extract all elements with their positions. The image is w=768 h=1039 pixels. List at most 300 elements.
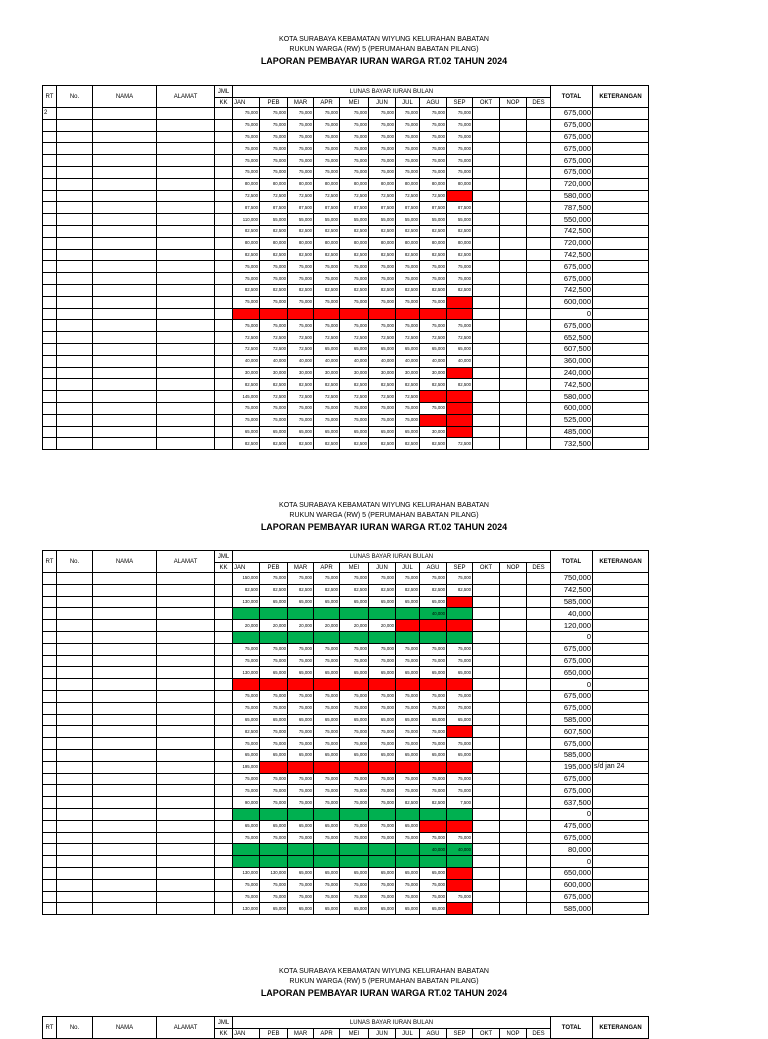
cell-month: 75,000: [314, 119, 340, 131]
cell-month: 65,000: [314, 867, 340, 879]
table-row: [43, 108, 649, 120]
cell-nama: [93, 714, 157, 726]
table-body: [43, 573, 649, 915]
cell-nama: [93, 225, 157, 237]
cell-jml-kk: [215, 761, 233, 773]
cell-total: 652,500: [551, 332, 593, 344]
cell-month: 75,000: [447, 773, 473, 785]
cell-no: [57, 667, 93, 679]
cell-month: 75,000: [260, 573, 288, 585]
cell-month: 82,500: [447, 379, 473, 391]
cell-nama: [93, 702, 157, 714]
cell-month: 65,000: [340, 343, 369, 355]
cell-month: [473, 108, 500, 120]
cell-month: [473, 261, 500, 273]
cell-rt: [43, 726, 57, 738]
table-row: [43, 643, 649, 655]
cell-month: 75,000: [260, 797, 288, 809]
cell-nama: [93, 273, 157, 285]
cell-month: [527, 379, 551, 391]
cell-month: [500, 867, 527, 879]
cell-month: 75,000: [396, 891, 420, 903]
cell-no: [57, 631, 93, 643]
cell-month: 75,000: [340, 108, 369, 120]
cell-month: [288, 761, 314, 773]
cell-keterangan: [593, 131, 649, 143]
cell-month: 65,000: [288, 426, 314, 438]
cell-month: 72,500: [314, 391, 340, 403]
cell-keterangan: [593, 190, 649, 202]
cell-month: 40,000: [340, 355, 369, 367]
cell-month: [527, 296, 551, 308]
cell-total: 0: [551, 631, 593, 643]
cell-month: 82,500: [369, 249, 396, 261]
cell-month: 75,000: [314, 155, 340, 167]
cell-no: [57, 284, 93, 296]
cell-keterangan: [593, 785, 649, 797]
cell-jml-kk: [215, 178, 233, 190]
cell-month: 82,500: [369, 379, 396, 391]
cell-month: 65,000: [314, 714, 340, 726]
cell-rt: [43, 820, 57, 832]
cell-month: [473, 655, 500, 667]
table-row: [43, 367, 649, 379]
cell-month: 75,000: [340, 261, 369, 273]
cell-month: 75,000: [340, 402, 369, 414]
col-month: MEI: [340, 563, 369, 573]
cell-month: [500, 273, 527, 285]
cell-month: [500, 808, 527, 820]
cell-no: [57, 643, 93, 655]
cell-month: 75,000: [314, 655, 340, 667]
cell-no: [57, 867, 93, 879]
cell-month: 75,000: [314, 643, 340, 655]
cell-month: 75,000: [369, 797, 396, 809]
cell-alamat: [157, 655, 215, 667]
cell-jml-kk: [215, 343, 233, 355]
cell-month: 75,000: [396, 879, 420, 891]
cell-month: 75,000: [260, 155, 288, 167]
cell-month: 82,500: [340, 284, 369, 296]
cell-month: [447, 903, 473, 915]
cell-keterangan: [593, 202, 649, 214]
cell-rt: [43, 749, 57, 761]
cell-month: 75,000: [340, 320, 369, 332]
cell-month: 72,500: [233, 190, 260, 202]
cell-rt: [43, 249, 57, 261]
cell-no: [57, 131, 93, 143]
cell-keterangan: [593, 343, 649, 355]
cell-total: 600,000: [551, 296, 593, 308]
cell-month: [527, 749, 551, 761]
cell-month: [500, 714, 527, 726]
col-month: AGU: [420, 1029, 447, 1039]
table-row: [43, 620, 649, 632]
cell-no: [57, 749, 93, 761]
cell-month: 40,000: [233, 355, 260, 367]
cell-month: 75,000: [369, 119, 396, 131]
cell-rt: [43, 367, 57, 379]
col-lunas-group: LUNAS BAYAR IURAN BULAN: [233, 86, 551, 98]
cell-month: 80,000: [396, 237, 420, 249]
cell-no: [57, 119, 93, 131]
cell-month: 75,000: [420, 643, 447, 655]
cell-month: 75,000: [233, 131, 260, 143]
cell-month: 75,000: [260, 702, 288, 714]
cell-total: 675,000: [551, 261, 593, 273]
cell-no: [57, 620, 93, 632]
cell-keterangan: [593, 308, 649, 320]
cell-month: [420, 679, 447, 691]
cell-month: 75,000: [447, 273, 473, 285]
table-row: [43, 808, 649, 820]
cell-month: [420, 620, 447, 632]
cell-alamat: [157, 225, 215, 237]
cell-keterangan: [593, 797, 649, 809]
cell-month: 75,000: [396, 131, 420, 143]
cell-month: 80,000: [314, 237, 340, 249]
cell-month: 75,000: [288, 166, 314, 178]
cell-month: 65,000: [314, 820, 340, 832]
cell-month: 65,000: [314, 596, 340, 608]
cell-month: [500, 891, 527, 903]
cell-month: [473, 178, 500, 190]
cell-month: 65,000: [314, 749, 340, 761]
cell-month: [500, 690, 527, 702]
cell-month: [473, 573, 500, 585]
cell-keterangan: [593, 438, 649, 450]
cell-month: [500, 785, 527, 797]
cell-month: [527, 797, 551, 809]
cell-month: 75,000: [396, 702, 420, 714]
cell-month: 72,500: [288, 391, 314, 403]
cell-month: 75,000: [447, 143, 473, 155]
col-month: PEB: [260, 1029, 288, 1039]
header-line-2: RUKUN WARGA (RW) 5 (PERUMAHAN BABATAN PILANG): [289, 46, 479, 53]
cell-jml-kk: [215, 596, 233, 608]
cell-month: [527, 225, 551, 237]
table-row: [43, 332, 649, 344]
cell-nama: [93, 832, 157, 844]
cell-month: 75,000: [396, 261, 420, 273]
cell-month: [473, 225, 500, 237]
col-month: NOP: [500, 98, 527, 108]
col-month: JUN: [369, 98, 396, 108]
col-month: SEP: [447, 98, 473, 108]
cell-month: 30,000: [233, 367, 260, 379]
cell-month: 75,000: [233, 690, 260, 702]
cell-month: 82,500: [233, 438, 260, 450]
cell-month: 80,000: [396, 178, 420, 190]
cell-month: [396, 844, 420, 856]
cell-nama: [93, 426, 157, 438]
cell-nama: [93, 773, 157, 785]
cell-jml-kk: [215, 856, 233, 868]
cell-month: [500, 738, 527, 750]
cell-month: 82,500: [233, 225, 260, 237]
cell-month: [340, 608, 369, 620]
cell-rt: [43, 343, 57, 355]
cell-month: 65,000: [340, 867, 369, 879]
cell-month: 75,000: [340, 879, 369, 891]
table-row: [43, 832, 649, 844]
cell-month: [500, 426, 527, 438]
cell-month: 82,500: [447, 225, 473, 237]
cell-alamat: [157, 749, 215, 761]
cell-no: [57, 273, 93, 285]
col-no: No.: [57, 551, 93, 573]
cell-month: [527, 155, 551, 167]
cell-jml-kk: [215, 131, 233, 143]
cell-month: 75,000: [288, 702, 314, 714]
cell-month: [420, 391, 447, 403]
cell-month: [473, 343, 500, 355]
cell-total: 675,000: [551, 108, 593, 120]
cell-month: 75,000: [369, 143, 396, 155]
cell-month: 75,000: [340, 797, 369, 809]
cell-rt: [43, 155, 57, 167]
cell-keterangan: [593, 726, 649, 738]
cell-month: [527, 820, 551, 832]
cell-month: [527, 714, 551, 726]
cell-month: [260, 856, 288, 868]
cell-month: 65,000: [288, 749, 314, 761]
table-row: [43, 797, 649, 809]
cell-month: [473, 749, 500, 761]
cell-total: 650,000: [551, 667, 593, 679]
table-row: [43, 296, 649, 308]
cell-month: 82,500: [288, 225, 314, 237]
cell-jml-kk: [215, 166, 233, 178]
cell-jml-kk: [215, 108, 233, 120]
cell-total: 240,000: [551, 367, 593, 379]
cell-month: 82,500: [396, 797, 420, 809]
cell-no: [57, 596, 93, 608]
cell-month: [447, 596, 473, 608]
cell-keterangan: [593, 820, 649, 832]
cell-alamat: [157, 891, 215, 903]
cell-month: [527, 143, 551, 155]
cell-month: 75,000: [369, 643, 396, 655]
cell-month: 75,000: [233, 261, 260, 273]
cell-month: 55,000: [288, 214, 314, 226]
cell-month: [500, 261, 527, 273]
col-month: SEP: [447, 563, 473, 573]
cell-month: 80,000: [420, 178, 447, 190]
cell-month: 75,000: [260, 108, 288, 120]
cell-alamat: [157, 761, 215, 773]
cell-month: [500, 643, 527, 655]
cell-month: [369, 679, 396, 691]
cell-alamat: [157, 426, 215, 438]
cell-month: 75,000: [420, 166, 447, 178]
cell-month: 75,000: [396, 655, 420, 667]
cell-month: 75,000: [233, 320, 260, 332]
cell-nama: [93, 596, 157, 608]
cell-month: [473, 284, 500, 296]
cell-month: 75,000: [369, 108, 396, 120]
cell-month: [500, 391, 527, 403]
cell-month: 82,500: [369, 225, 396, 237]
cell-month: [473, 773, 500, 785]
cell-rt: [43, 131, 57, 143]
col-month: AGU: [420, 98, 447, 108]
cell-month: 75,000: [447, 261, 473, 273]
cell-month: [500, 903, 527, 915]
cell-month: [260, 679, 288, 691]
table-row: [43, 391, 649, 403]
cell-month: [473, 214, 500, 226]
cell-alamat: [157, 320, 215, 332]
col-month: NOP: [500, 1029, 527, 1039]
col-month: APR: [314, 98, 340, 108]
col-keterangan: KETERANGAN: [593, 551, 649, 573]
cell-month: [447, 679, 473, 691]
cell-month: 75,000: [420, 832, 447, 844]
cell-month: 82,500: [420, 379, 447, 391]
cell-month: 82,500: [340, 249, 369, 261]
cell-rt: [43, 738, 57, 750]
cell-month: [527, 738, 551, 750]
cell-month: 82,500: [369, 438, 396, 450]
cell-keterangan: [593, 749, 649, 761]
cell-month: 65,000: [260, 667, 288, 679]
cell-month: 75,000: [420, 155, 447, 167]
cell-month: 65,000: [396, 749, 420, 761]
cell-month: [500, 367, 527, 379]
cell-keterangan: [593, 426, 649, 438]
cell-month: 80,000: [447, 178, 473, 190]
cell-month: 130,000: [233, 903, 260, 915]
cell-month: 75,000: [233, 643, 260, 655]
cell-keterangan: [593, 237, 649, 249]
cell-no: [57, 832, 93, 844]
cell-total: 607,500: [551, 726, 593, 738]
table-row: [43, 761, 649, 773]
table-body: [43, 108, 649, 450]
cell-month: [473, 820, 500, 832]
cell-month: 40,000: [447, 355, 473, 367]
report-title: LAPORAN PEMBAYAR IURAN WARGA RT.02 TAHUN 2024: [260, 522, 508, 532]
table-row: [43, 214, 649, 226]
cell-alamat: [157, 797, 215, 809]
cell-month: 75,000: [233, 879, 260, 891]
cell-alamat: [157, 119, 215, 131]
cell-nama: [93, 608, 157, 620]
cell-month: 82,500: [369, 284, 396, 296]
cell-nama: [93, 379, 157, 391]
cell-jml-kk: [215, 426, 233, 438]
cell-month: 75,000: [314, 402, 340, 414]
cell-jml-kk: [215, 402, 233, 414]
cell-month: [473, 308, 500, 320]
cell-month: 40,000: [420, 844, 447, 856]
cell-month: [260, 761, 288, 773]
cell-nama: [93, 143, 157, 155]
cell-nama: [93, 414, 157, 426]
col-keterangan: KETERANGAN: [593, 86, 649, 108]
cell-jml-kk: [215, 832, 233, 844]
cell-month: [340, 808, 369, 820]
cell-jml-kk: [215, 891, 233, 903]
cell-jml-kk: [215, 332, 233, 344]
cell-month: [288, 844, 314, 856]
cell-month: [473, 785, 500, 797]
cell-month: 82,500: [233, 249, 260, 261]
cell-month: 75,000: [396, 296, 420, 308]
cell-month: 75,000: [314, 879, 340, 891]
cell-month: 65,000: [420, 667, 447, 679]
cell-month: 75,000: [369, 261, 396, 273]
cell-month: 65,000: [340, 596, 369, 608]
cell-month: 75,000: [233, 155, 260, 167]
col-kk: KK: [215, 1029, 233, 1039]
cell-month: [396, 620, 420, 632]
cell-month: 82,500: [340, 584, 369, 596]
header-line-2: RUKUN WARGA (RW) 5 (PERUMAHAN BABATAN PILANG): [289, 978, 479, 985]
cell-total: 675,000: [551, 119, 593, 131]
col-month: OKT: [473, 563, 500, 573]
cell-keterangan: [593, 679, 649, 691]
cell-alamat: [157, 343, 215, 355]
cell-month: [260, 631, 288, 643]
cell-month: [447, 856, 473, 868]
cell-month: 75,000: [288, 797, 314, 809]
cell-month: [447, 631, 473, 643]
cell-jml-kk: [215, 379, 233, 391]
cell-month: [473, 667, 500, 679]
cell-month: 82,500: [260, 438, 288, 450]
cell-month: [340, 308, 369, 320]
cell-month: 65,000: [420, 867, 447, 879]
cell-month: [447, 608, 473, 620]
col-month: MAR: [288, 1029, 314, 1039]
cell-total: 675,000: [551, 891, 593, 903]
cell-month: [527, 190, 551, 202]
cell-month: [527, 202, 551, 214]
cell-jml-kk: [215, 308, 233, 320]
cell-month: 82,500: [288, 438, 314, 450]
table-row: [43, 785, 649, 797]
cell-month: 65,000: [420, 343, 447, 355]
cell-month: 20,000: [288, 620, 314, 632]
cell-month: 65,000: [314, 667, 340, 679]
table-row: [43, 273, 649, 285]
cell-total: 0: [551, 856, 593, 868]
col-month: NOP: [500, 563, 527, 573]
cell-month: [288, 631, 314, 643]
cell-alamat: [157, 856, 215, 868]
cell-month: [314, 808, 340, 820]
cell-jml-kk: [215, 284, 233, 296]
cell-month: 30,000: [340, 367, 369, 379]
cell-keterangan: [593, 214, 649, 226]
cell-month: 72,500: [260, 332, 288, 344]
cell-month: [500, 190, 527, 202]
col-month: PEB: [260, 98, 288, 108]
cell-total: 675,000: [551, 773, 593, 785]
cell-month: 65,000: [369, 343, 396, 355]
cell-month: 75,000: [369, 891, 396, 903]
cell-month: 75,000: [369, 655, 396, 667]
cell-month: [500, 596, 527, 608]
table-header: [43, 1017, 649, 1039]
cell-month: [288, 608, 314, 620]
cell-month: 75,000: [288, 155, 314, 167]
cell-month: 75,000: [396, 155, 420, 167]
cell-nama: [93, 249, 157, 261]
cell-nama: [93, 867, 157, 879]
